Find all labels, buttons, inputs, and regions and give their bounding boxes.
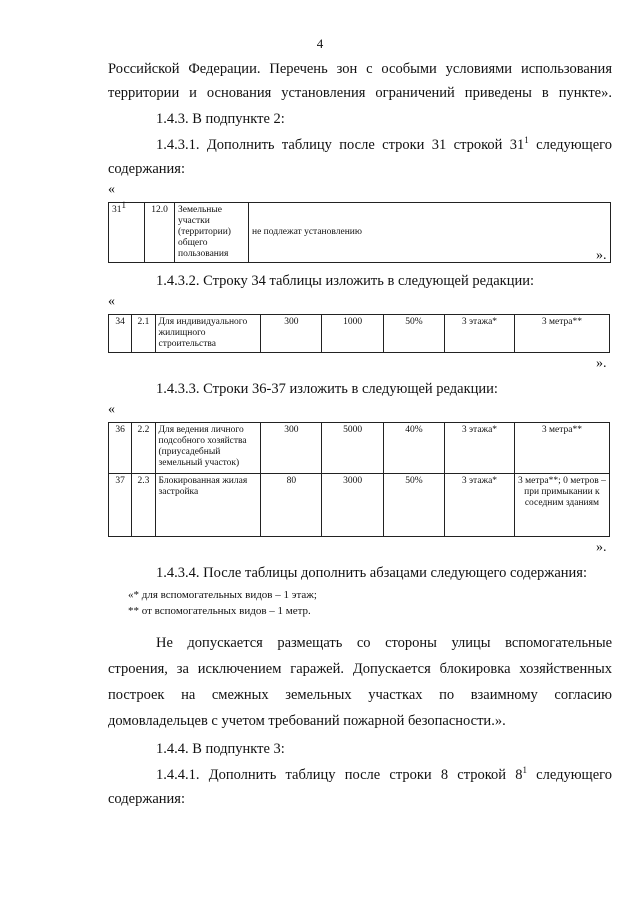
section-1-4-3-2: 1.4.3.2. Строку 34 таблицы изложить в следующей редакции: bbox=[156, 273, 535, 289]
page-number: 4 bbox=[316, 36, 324, 51]
close-quote-3: ». bbox=[596, 540, 607, 555]
cell: Для индивидуального жилищного строительства bbox=[155, 315, 261, 353]
cell: 2.1 bbox=[132, 315, 155, 353]
cell: 3 метра** bbox=[514, 315, 609, 353]
section-1-4-3-4: 1.4.3.4. После таблицы дополнить абзацами следующего содержания: bbox=[156, 565, 587, 581]
cell: 2.2 bbox=[132, 423, 155, 474]
table-row bbox=[109, 203, 611, 263]
open-quote-1: « bbox=[108, 182, 115, 197]
section-1-4-3-1-line-2: содержания: bbox=[108, 161, 186, 177]
table-rows-36-37 bbox=[108, 422, 610, 537]
table-row bbox=[109, 474, 610, 537]
intro-line-1: Российской Федерации. Перечень зон с особыми условиями использования bbox=[108, 61, 612, 77]
cell: 300 bbox=[261, 423, 322, 474]
intro-line-2: территории и основания установления ограничений приведены в пункте». bbox=[108, 85, 612, 101]
cell: 300 bbox=[261, 315, 322, 353]
cell: 3 метра**; 0 метров – при примыкании к соседним зданиям bbox=[514, 474, 609, 537]
table-row bbox=[109, 315, 610, 353]
section-1-4-3: 1.4.3. В подпункте 2: bbox=[156, 111, 285, 127]
paragraph-line-4: домовладельцев с учетом требований пожарной безопасности.». bbox=[108, 713, 506, 729]
footnote-2: ** от вспомогательных видов – 1 метр. bbox=[128, 605, 311, 617]
code-cell: 12.0 bbox=[145, 203, 175, 263]
cell: Для ведения личного подсобного хозяйства (приусадебный земельный участок) bbox=[155, 423, 261, 474]
cell: 50% bbox=[383, 315, 444, 353]
cell: 1000 bbox=[322, 315, 383, 353]
section-1-4-3-1-line-1: 1.4.3.1. Дополнить таблицу после строки 31 строкой $31^1$ следующего bbox=[156, 135, 612, 153]
open-quote-3: « bbox=[108, 402, 115, 417]
paragraph-line-3: построек на смежных земельных участках по взаимному согласию bbox=[108, 687, 612, 703]
cell: 2.3 bbox=[132, 474, 155, 537]
close-quote-2: ». bbox=[596, 356, 607, 371]
cell: 36 bbox=[109, 423, 132, 474]
cell: 3 метра** bbox=[514, 423, 609, 474]
cell: 50% bbox=[383, 474, 444, 537]
section-1-4-4: 1.4.4. В подпункте 3: bbox=[156, 741, 285, 757]
name-cell: Земельные участки (территории) общего пользования bbox=[175, 203, 249, 263]
section-1-4-4-1-line-1: 1.4.4.1. Дополнить таблицу после строки 8 строкой $8^1$ следующего bbox=[156, 765, 612, 783]
open-quote-2: « bbox=[108, 294, 115, 309]
value-cell: не подлежат установлению bbox=[249, 203, 611, 263]
cell: 3000 bbox=[322, 474, 383, 537]
cell: 3 этажа* bbox=[445, 423, 515, 474]
cell: 3 этажа* bbox=[445, 474, 515, 537]
table-row-31-1 bbox=[108, 202, 611, 263]
paragraph-line-1: Не допускается размещать со стороны улицы вспомогательные bbox=[156, 635, 612, 651]
section-1-4-3-3: 1.4.3.3. Строки 36-37 изложить в следующей редакции: bbox=[156, 381, 498, 397]
cell: 40% bbox=[383, 423, 444, 474]
cell: 37 bbox=[109, 474, 132, 537]
cell: Блокированная жилая застройка bbox=[155, 474, 261, 537]
row-number-cell: $31^1$ bbox=[109, 203, 145, 263]
table-row-34 bbox=[108, 314, 610, 353]
cell: 3 этажа* bbox=[445, 315, 515, 353]
table-row bbox=[109, 423, 610, 474]
paragraph-line-2: строения, за исключением гаражей. Допускается блокировка хозяйственных bbox=[108, 661, 612, 677]
close-quote-1: ». bbox=[596, 248, 607, 263]
cell: 34 bbox=[109, 315, 132, 353]
cell: 80 bbox=[261, 474, 322, 537]
section-1-4-4-1-line-2: содержания: bbox=[108, 791, 186, 807]
footnote-1: «* для вспомогательных видов – 1 этаж; bbox=[128, 589, 317, 601]
cell: 5000 bbox=[322, 423, 383, 474]
